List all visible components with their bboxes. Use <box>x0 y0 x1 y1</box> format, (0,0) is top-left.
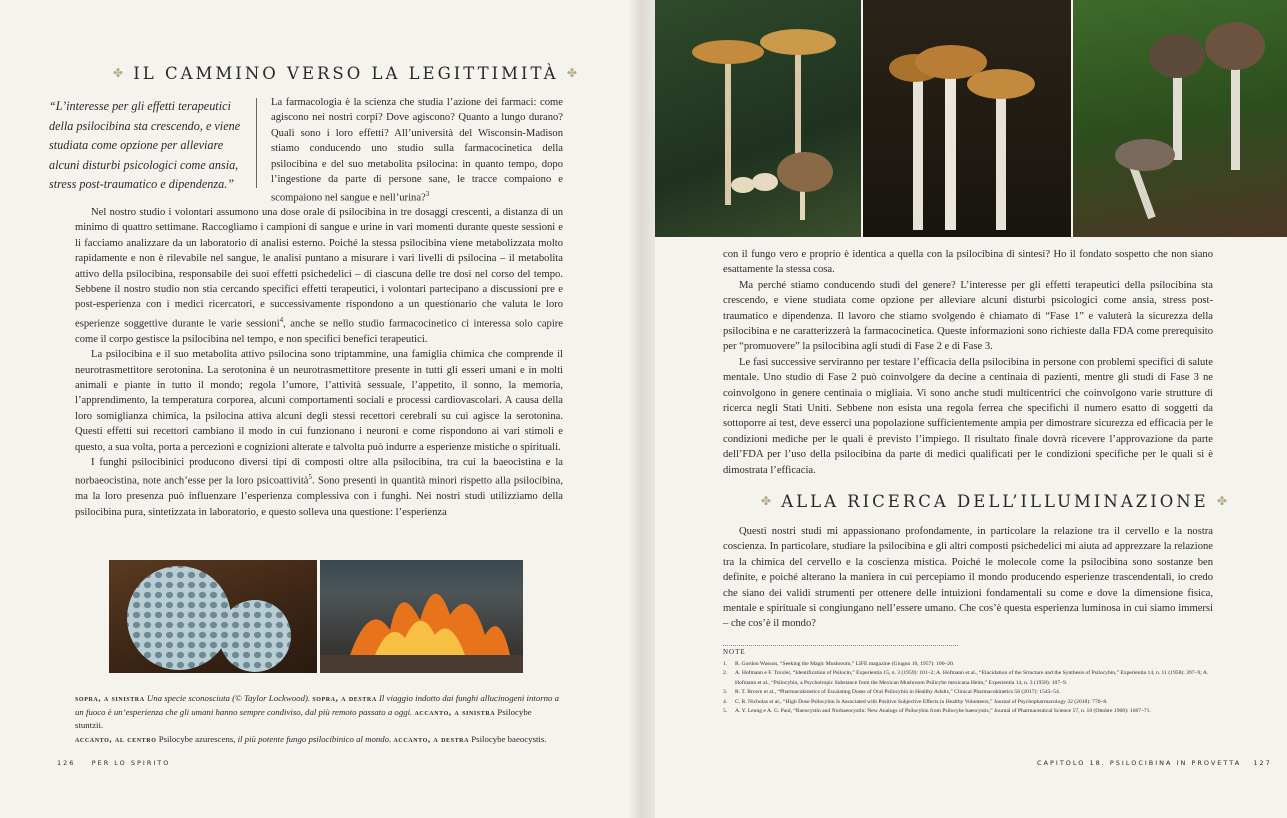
paragraph <box>75 205 563 347</box>
footnote-item <box>723 698 1213 708</box>
footnote-number: 5. <box>723 708 728 714</box>
caption-text: Psilocybe stuntzii. <box>75 706 532 730</box>
unknown-species-photo <box>109 560 317 673</box>
footnote-item <box>723 688 1213 698</box>
paragraph-text: I funghi psilocibinici producono diversi tipi di composti oltre alla psilocibina, tra cui la baeocistina e la norbaeocistina, note anch’esse per la loro psicoattività <box>75 457 563 487</box>
notes-rule <box>723 645 958 646</box>
footnote-text: R. Gordon Wasson, “Seeking the Magic Mushroom,” LIFE magazine (Giugno 10, 1957): 100–20. <box>735 660 955 667</box>
running-head: PER LO SPIRITO <box>91 759 171 767</box>
footnote-text: C. R. Nicholas et al., “High Dose Psilocybin Is Associated with Positive Subjective Effects in Healthy Volunteers,” Journal of Psychopharmacology 32 (2018): 770–8. <box>735 698 1108 705</box>
footnote-ref: 4 <box>279 315 284 324</box>
book-gutter <box>630 0 655 818</box>
section-heading <box>761 492 1229 511</box>
main-text-left <box>75 205 563 520</box>
fleuron-ornament-icon: ✤ <box>113 66 127 80</box>
intro-paragraph <box>271 95 563 206</box>
footnote-item <box>723 669 1213 688</box>
mushroom-illustration <box>655 0 861 237</box>
caption-label: accanto, al centro <box>75 733 157 744</box>
caption-label: accanto, a sinistra <box>414 706 496 717</box>
fleuron-ornament-icon: ✤ <box>761 494 775 508</box>
right-page <box>655 0 1287 818</box>
left-footer <box>57 759 170 767</box>
page-number: 127 <box>1253 759 1272 767</box>
section-heading <box>113 64 579 83</box>
footnote-text: R. T. Brown et al., “Pharmacokinetics of Escalating Doses of Oral Psilocybin in Healthy Adults,” Clinical Pharmacokinetics 56 (2017): 1543–54. <box>735 689 1061 695</box>
running-head: CAPITOLO 18. PSILOCIBINA IN PROVETTA <box>1037 759 1242 767</box>
heading-text: ALLA RICERCA DELL’ILLUMINAZIONE <box>781 492 1209 511</box>
fleuron-ornament-icon: ✤ <box>1216 494 1231 508</box>
footnote-ref: 3 <box>425 190 430 199</box>
page-number: 126 <box>57 759 76 767</box>
paragraph: Le fasi successive serviranno per testare l’efficacia della psilocibina in persone con problemi specifici di salute mentale. Uno studio di Fase 2 può coinvolgere da decine a centinaia di pazienti, mentre gli studi di Fase 3 ne coinvolgono in genere centinaia o migliaia. Vi sono anche studi multicentrici che coinvolgono varie strutture di ricerca negli Stati Uniti. Sebbene non esista una regola ferrea che specifichi il numero esatto di soggetti da sottoporre ai test, deve esserci una popolazione sufficientemente ampia per dimostrare sicurezza ed efficacia per le condizioni mediche per le quali è previsto l’impiego. Il risultato finale dovrà ricevere l’approvazione da parte dell’FDA per l’uso della psilocibina da parte di medici qualificati per le condizioni specifiche per le quali si è dimostrata l’efficacia. <box>723 356 1213 476</box>
psilocybe-azurescens-photo <box>863 0 1071 237</box>
paragraph: Questi nostri studi mi appassionano profondamente, in particolare la relazione tra il cervello e la nostra coscienza. In particolare, studiare la psilocibina e gli altri composti psichedelici mi aiuta ad apprezzare la relazione tra la chimica del cervello e la coscienza mistica. Poiché le molecole come la psilocibina sono sostanze ben definite, e poiché alterano la maniera in cui percepiamo il mondo producendo esperienze trascendentali, io credo che siano dei validi strumenti per ottenere delle intuizioni fondamentali su come e dove la dimensione fisica, mentale e spirituale si congiungano nell’essere umano. Che cos’è questa esperienza luminosa in cui siamo immersi – che cos’è il mondo? <box>723 526 1213 630</box>
notes-list <box>723 660 1213 717</box>
paragraph: con il fungo vero e proprio è identica a quella con la psilocibina di sintesi? Ho il fondato sospetto che non siano esattamente la stessa cosa. <box>723 249 1213 276</box>
psilocybe-stuntzii-photo <box>655 0 861 237</box>
paragraph-text: , anche se nello studio farmacocinetico ci interessa solo capire come il corpo gestisce la psilocibina nel tempo, e non specifici benefici terapeutici. <box>75 318 564 345</box>
caption-label: sopra, a sinistra <box>75 693 145 703</box>
mushroom-illustration <box>1073 0 1287 237</box>
caption-text: Psilocybe azurescens, <box>158 733 236 744</box>
left-page <box>0 0 630 818</box>
caption-label: accanto, a destra <box>393 733 470 744</box>
footnote-item <box>723 660 1213 670</box>
psilocybe-baeocystis-photo <box>1073 0 1287 237</box>
paragraph-text: . Sono presenti in quantità minori rispetto alla psilocibina, ma la loro presenza può influenzare l’esperienza complessiva con i funghi. Nei nostri studi utilizziamo della psilocibina pura, sintetizzata in laboratorio, e questo solleva una questione: l’esperienza <box>75 475 564 518</box>
quote-divider <box>256 98 257 188</box>
pull-quote: “L’interesse per gli effetti terapeutici della psilocibina sta crescendo, e viene studiata come opzione per alleviare alcuni disturbi psicologici come ansia, stress post-traumatico e dipendenza.” <box>49 99 241 192</box>
fleuron-ornament-icon: ✤ <box>566 66 580 80</box>
cage-fungus-large <box>127 566 231 670</box>
fungus-illustration <box>109 560 317 673</box>
fire-illustration <box>320 560 523 673</box>
cage-fungus-small <box>219 600 291 672</box>
caption-text: Psilocybe baeocystis. <box>471 733 547 744</box>
footnote-text: A. Hofmann e F. Troxler, “Identification of Psilocin,” Experientia 15, n. 3 (1959): 101–2; A. Hofmann et al., “Elucidation of the Structure and the Synthesis of Psilocybin,” Experientia 14, n. 11 (1958): 397–9; A. Hofmann et al., “Psilocybin, a Psychotropic Substance from the Mexican Mushroom Psilicybe mexicana Heim,” Experientia 14, n. 3 (1958): 107–9. <box>735 670 1209 686</box>
fire-photo <box>320 560 523 673</box>
heading-text: IL CAMMINO VERSO LA LEGITTIMITÀ <box>133 64 559 83</box>
ground <box>320 655 523 673</box>
mushroom-illustration <box>863 0 1071 237</box>
footnote-number: 1. <box>723 660 728 667</box>
footnote-item <box>723 707 1213 717</box>
footnote-ref: 5 <box>308 473 313 482</box>
paragraph: Ma perché stiamo conducendo studi del genere? L’interesse per gli effetti terapeutici della psilocibina sta crescendo, e viene studiata come opzione per alleviare alcuni disturbi psicologici come ansia, stress post-traumatico e dipendenza. Il lavoro che stiamo svolgendo è chiamato di “Fase 1” e valuterà la sicurezza della psilocibina e ne caratterizzerà la farmacocinetica. Queste informazioni sono richieste dalla FDA come prerequisito per “promuovere” la psilocibina agli studi di Fase 2 e di Fase 3. <box>723 279 1213 353</box>
footnote-number: 2. <box>723 670 728 676</box>
footnote-number: 3. <box>723 689 728 695</box>
caption-text: Il viaggio indotto dai funghi allucinogeni intorno a un fuoco è un’esperienza che gli umani hanno sempre condiviso, dal più remoto passato a oggi. <box>75 693 560 717</box>
main-text-right <box>723 247 1213 478</box>
right-footer <box>1037 759 1272 767</box>
paragraph: La psilocibina e il suo metabolita attivo psilocina sono triptammine, una famiglia chimica che comprende il neurotrasmettitore serotonina. La serotonina è un neurotrasmettitore presente in tutti gli esseri umani e in molti animali e piante in tutto il mondo; regola l’umore, l’attività sessuale, l’appetito, il sonno, la memoria, l’apprendimento, la temperatura corporea, alcuni comportamenti sociali e processi cardiovascolari. A causa della loro somiglianza chimica, la psilocina attiva alcuni degli stessi recettori cerebrali su cui agisce la serotonina. Questi effetti sui recettori cambiano il modo in cui funzionano i neuroni e come rispondono ai vari stimoli e questo, a sua volta, porta a percezioni e cognizioni alterate e talvolta può indurre a esperienze mistiche o spirituali. <box>75 349 563 453</box>
photo-caption <box>75 692 560 746</box>
caption-text: il più potente fungo psilocibinico al mondo. <box>237 733 392 744</box>
intro-text: La farmacologia è la scienza che studia l’azione dei farmaci: come agiscono nei nostri corpi? Dove agiscono? Quanto a lungo durano? Quali sono i loro effetti? All’università del Wisconsin-Madison stiamo conducendo uno studio sulla farmacocinetica della psilocibina e del suo metabolita psilocina: in quanto tempo, dopo l’ingestione da parte di persone sane, le tracce compaiono e scompaiono nel sangue e nell’urina? <box>271 97 563 204</box>
footnote-number: 4. <box>723 698 728 705</box>
footnotes <box>723 645 1213 717</box>
caption-text: Una specie sconosciuta (© Taylor Lockwood). <box>146 693 311 703</box>
footnote-text: A. Y. Leung e A. G. Paul, “Baeocystin and Norbaeocystin: New Analogs of Psilocybin from Psilocybe baeocystis,” Journal of Pharmaceutical Science 57, n. 10 (Ottobre 1968): 1667–71. <box>735 708 1151 714</box>
paragraph-text: Nel nostro studio i volontari assumono una dose orale di psilocibina in tre dosaggi crescenti, a distanza di un minimo di quattro settimane. Raccogliamo i campioni di sangue e urine in vari momenti durante queste sessioni e li facciamo analizzare da un laboratorio di analisi esterno. Poiché la stessa psilocibina viene metabolizzata molto rapidamente e non è rilevabile nel sangue, le analisi puntano a misurare i vari livelli di psilocina – il metabolita attivo della psilocibina, responsabile dei suoi effetti psichedelici – di ciascuna delle tre dosi nel corso del tempo. Sebbene il nostro studio non stia cercando specifici effetti terapeutici, i volontari partecipano a discussioni pre e post-esperienza con i medici ricercatori, e successivamente rispondono a un questionario che valuta le loro esperienze soggettive durante le varie sessioni <box>75 207 563 330</box>
notes-title: NOTE <box>723 648 746 656</box>
closing-text <box>723 524 1213 632</box>
caption-label: sopra, a destra <box>312 693 377 703</box>
paragraph <box>75 455 563 520</box>
